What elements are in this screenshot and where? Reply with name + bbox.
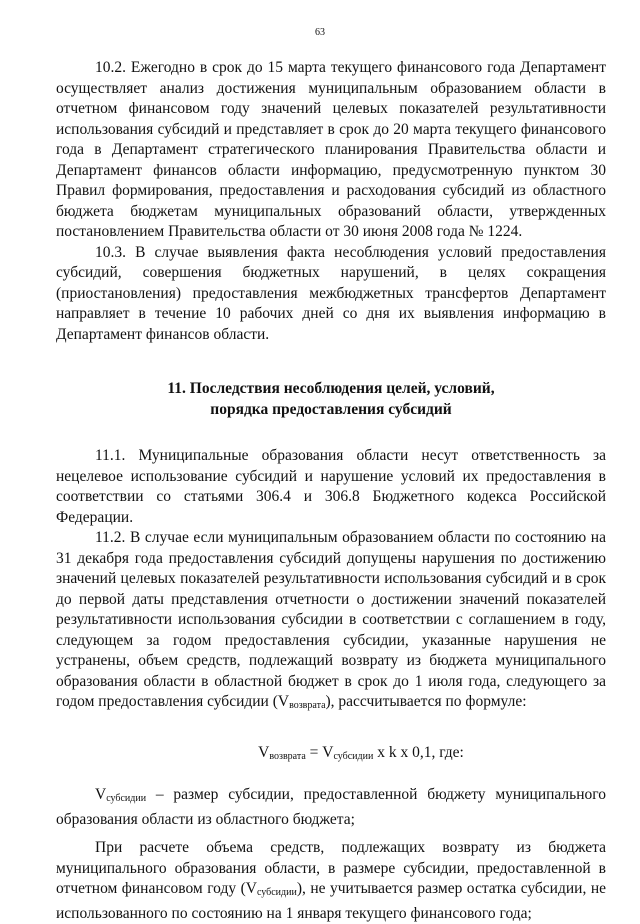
formula-sub-vozvrata: возврата xyxy=(269,750,306,762)
section-11-heading xyxy=(56,379,606,420)
definition-sub: субсидии xyxy=(106,793,147,804)
paragraph-11-2 xyxy=(56,528,606,717)
subscript-vozvrata: возврата xyxy=(289,700,326,711)
formula-v: V xyxy=(258,743,270,761)
formula-rest: x k x 0,1, где: xyxy=(373,743,464,761)
section-11-heading-line2: порядка предоставления субсидий xyxy=(210,400,452,418)
page-number: 63 xyxy=(315,27,325,38)
paragraph-11-2-tail: ), рассчитывается по формуле: xyxy=(325,693,527,710)
paragraph-calculation-note xyxy=(56,838,606,924)
definition-text: – размер субсидии, предоставленной бюджету муниципального образования области из областного бюджета; xyxy=(56,786,606,828)
calculation-note-sub: субсидии xyxy=(256,887,297,898)
paragraph-10-3: 10.3. В случае выявления факта несоблюдения условий предоставления субсидий, совершения бюджетных нарушений, в целях сокращения (приостановления) предоставления межбюджетных трансфертов Департамент направляет в течение 10 рабочих дней со дня их выявления информацию в Департамент финансов области. xyxy=(56,243,606,343)
formula xyxy=(116,743,606,768)
section-11-heading-line1: 11. Последствия несоблюдения целей, условий, xyxy=(167,380,495,397)
paragraph-11-2-text: 11.2. В случае если муниципальным образованием области по состоянию на 31 декабря года предоставления субсидий допущены нарушения по достижению значений целевых показателей результативности использования субсидий и в срок до первой даты представления отчетности о достижении значений показателей результативности использования субсидии в соответствии с соглашением в году, следующем за годом предоставления субсидии, указанные нарушения не устранены, объем средств, подлежащий возврату из бюджета муниципального образования области в областной бюджет в срок до 1 июля года, следующего за годом предоставления субсидии (V xyxy=(56,529,606,710)
paragraph-10-2: 10.2. Ежегодно в срок до 15 марта текущего финансового года Департамент осуществляет анализ достижения муниципальным образованием области в отчетном финансовом году значений целевых показателей результативности использования субсидий и представляет в срок до 20 марта текущего финансового года в Департамент стратегического планирования Правительства области и Департамент финансов области информацию, предусмотренную пунктом 30 Правил формирования, предоставления и расходования субсидий из областного бюджета бюджетам муниципальных образований области, утвержденных постановлением Правительства области от 30 июня 2008 года № 1224. xyxy=(56,59,606,240)
document-body xyxy=(56,58,606,924)
formula-equals: = V xyxy=(305,743,334,761)
definition-v-subsidii xyxy=(56,785,606,830)
calculation-note-text: При расчете объема средств, подлежащих возврату из бюджета муниципального образования области, в размере субсидии, предоставленной в отчетном финансовом году (V xyxy=(56,839,606,897)
paragraph-11-1: 11.1. Муниципальные образования области несут ответственность за нецелевое использование субсидий и нарушение условий их предоставления в соответствии со статьями 306.4 и 306.8 Бюджетного кодекса Российской Федерации. xyxy=(56,447,606,526)
calculation-note-tail: ), не учитывается размер остатка субсидии, не использованного по состоянию на 1 января текущего финансового года; xyxy=(56,880,606,922)
formula-sub-subsidii: субсидии xyxy=(333,750,374,762)
definition-v: V xyxy=(95,786,107,803)
